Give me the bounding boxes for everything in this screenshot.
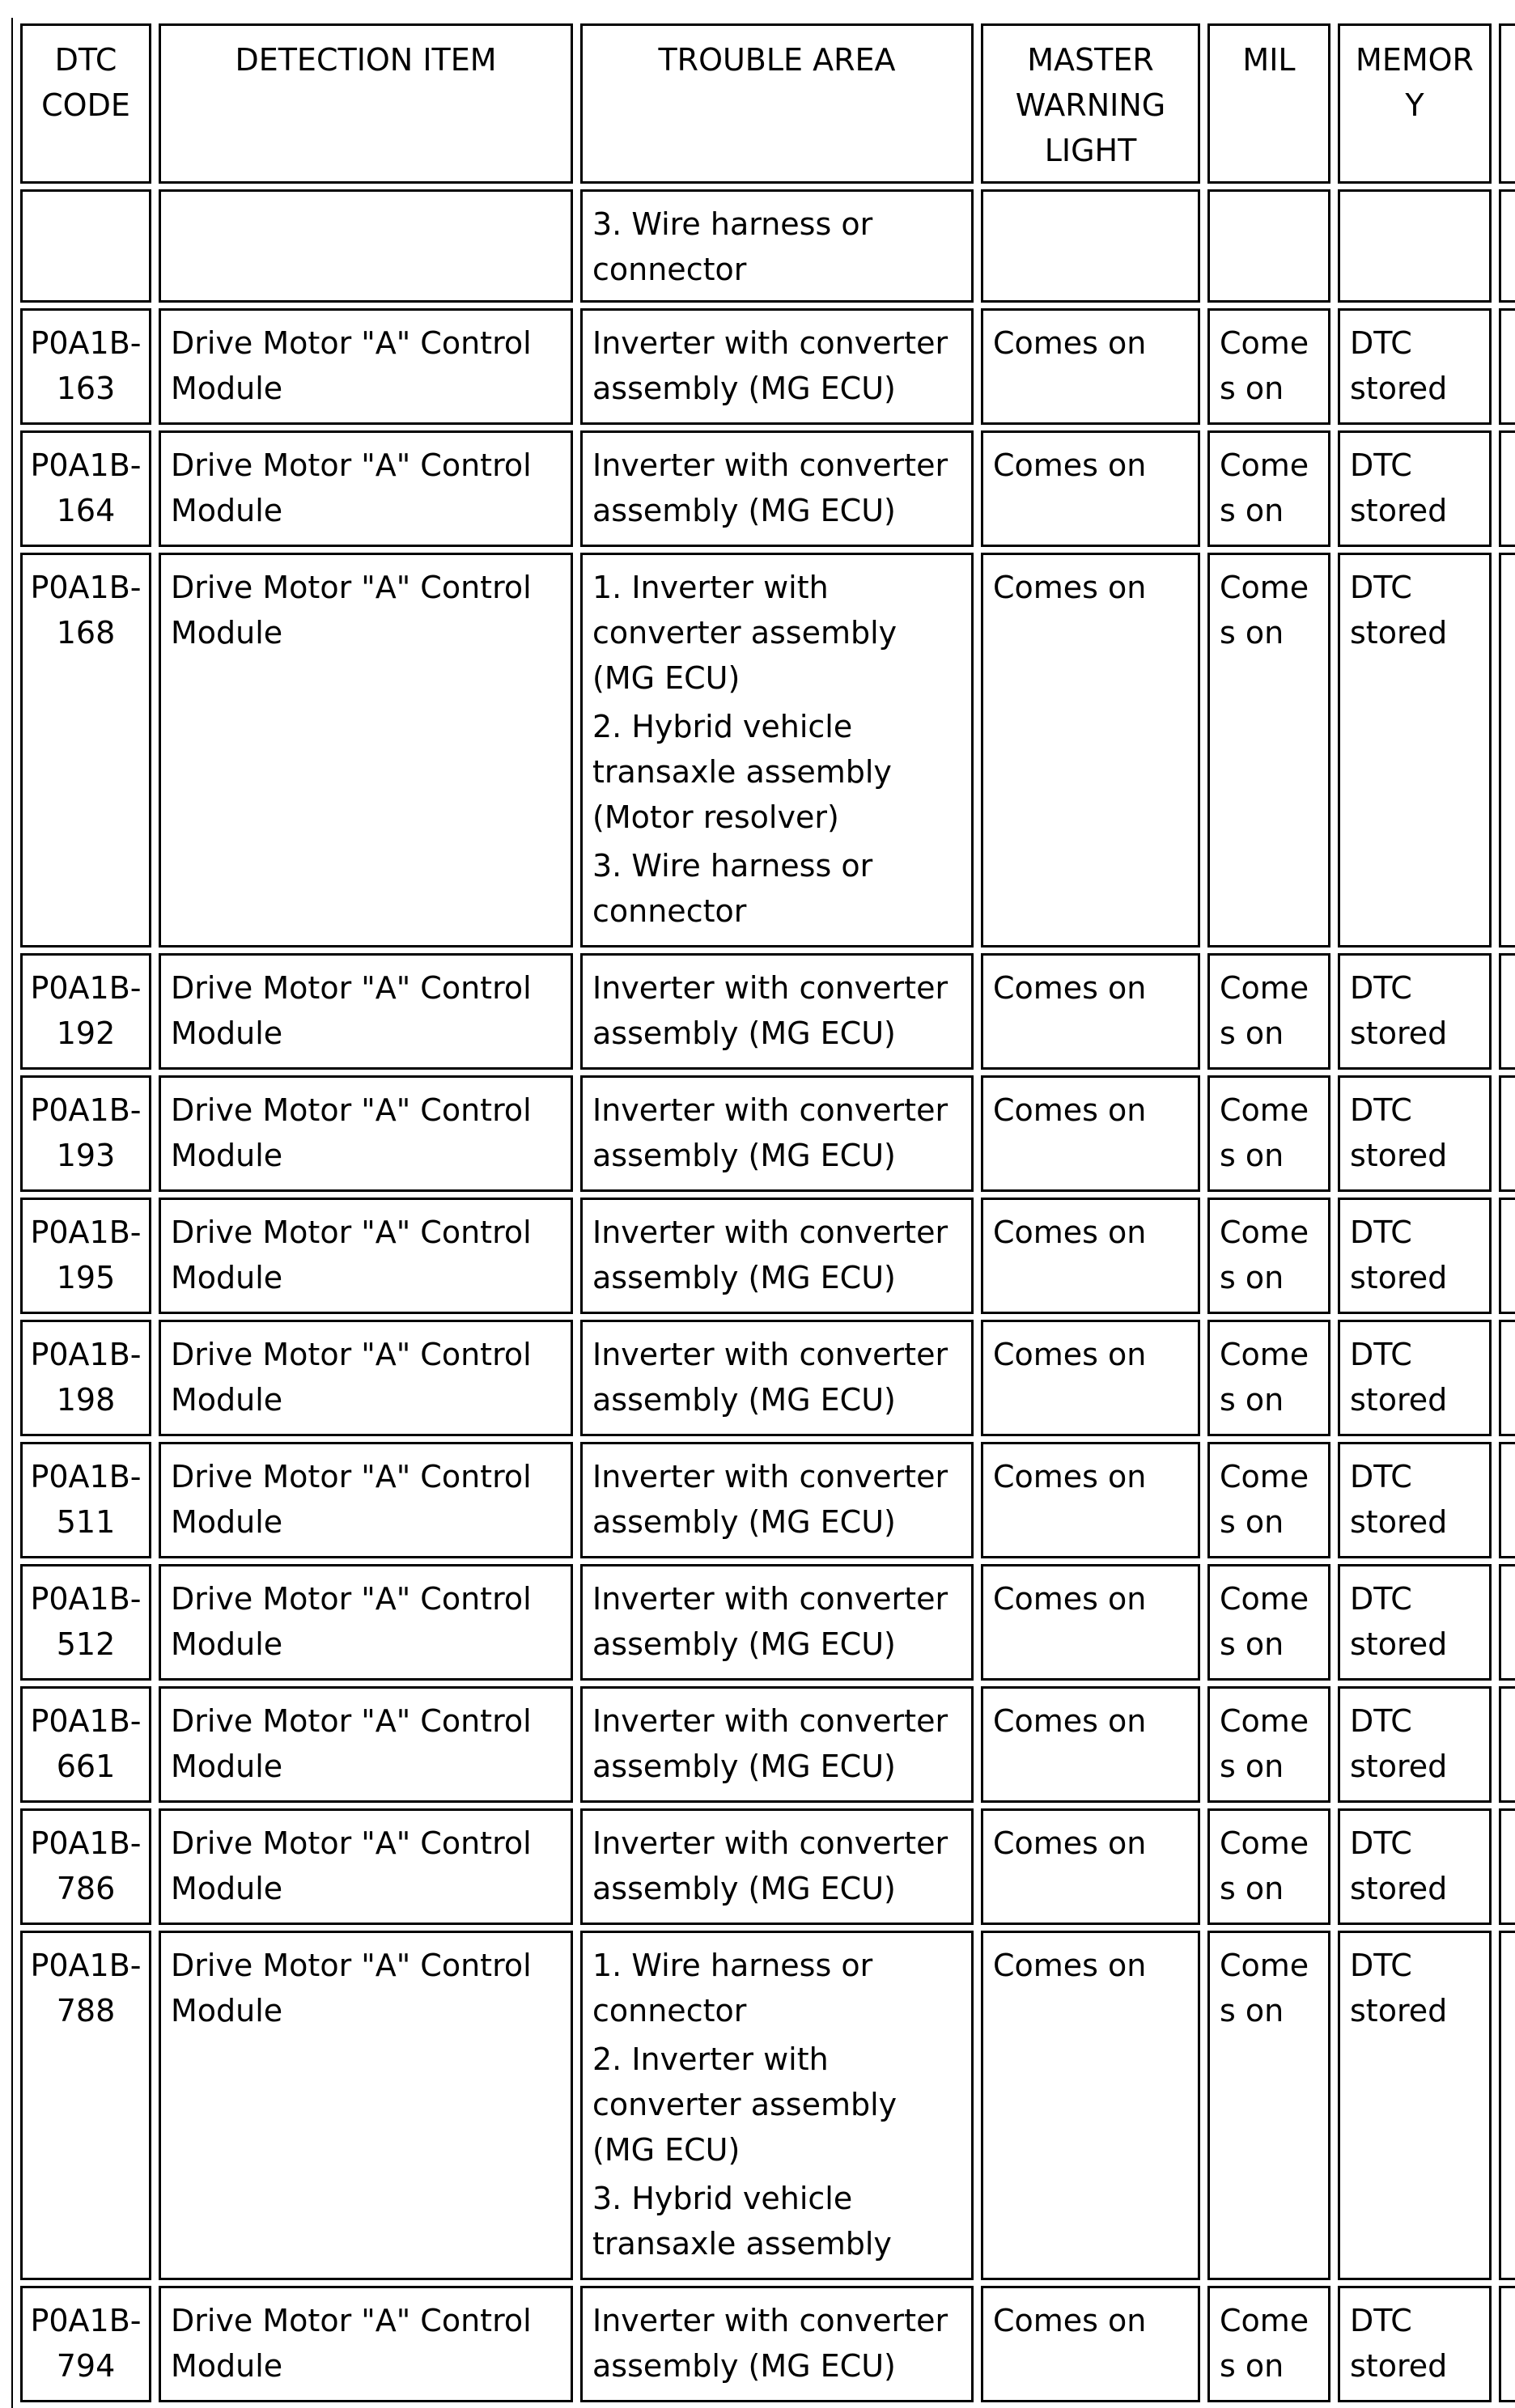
table-row	[20, 1808, 1515, 1925]
extra-cell	[1499, 1075, 1515, 1192]
dtc-code-cell	[20, 1320, 151, 1436]
detection-item-cell: Drive Motor "A" Control Module	[159, 1808, 573, 1925]
trouble-area-item: Inverter with converter assembly (MG ECU)	[592, 2303, 948, 2384]
detection-item-cell: Drive Motor "A" Control Module	[159, 1198, 573, 1314]
dtc-code-prefix: P0A1B-	[30, 1459, 142, 1494]
mil-cell: Comes on	[1207, 1931, 1330, 2280]
mil-cell: Comes on	[1207, 1442, 1330, 1558]
continuation-item-cell	[159, 189, 573, 303]
dtc-code-suffix: 163	[56, 371, 116, 406]
dtc-code-suffix: 192	[56, 1015, 116, 1051]
header-master-warning-light	[981, 23, 1200, 184]
master-warning-light-cell: Comes on	[981, 553, 1200, 948]
dtc-code-prefix: P0A1B-	[30, 1215, 142, 1250]
continuation-master-cell	[981, 189, 1200, 303]
dtc-table	[11, 18, 1515, 2408]
trouble-area-cell	[580, 1564, 974, 1681]
table-row	[20, 1931, 1515, 2280]
dtc-code-prefix: P0A1B-	[30, 325, 142, 361]
memory-cell: DTC stored	[1338, 1198, 1492, 1314]
dtc-code-cell	[20, 1808, 151, 1925]
table-row	[20, 1198, 1515, 1314]
header-memory: MEMORY	[1338, 23, 1492, 184]
dtc-code-prefix: P0A1B-	[30, 1825, 142, 1861]
detection-item-cell: Drive Motor "A" Control Module	[159, 953, 573, 1070]
detection-item-cell: Drive Motor "A" Control Module	[159, 1931, 573, 2280]
master-warning-light-cell: Comes on	[981, 430, 1200, 547]
mil-cell: Comes on	[1207, 430, 1330, 547]
trouble-area-item: Inverter with converter assembly (MG ECU)	[592, 970, 948, 1051]
memory-cell: DTC stored	[1338, 1075, 1492, 1192]
detection-item-cell: Drive Motor "A" Control Module	[159, 2286, 573, 2402]
memory-cell: DTC stored	[1338, 2286, 1492, 2402]
extra-cell	[1499, 2286, 1515, 2402]
continuation-mil-cell	[1207, 189, 1330, 303]
table-row	[20, 430, 1515, 547]
trouble-area-cell	[580, 1198, 974, 1314]
header-detection-item: DETECTION ITEM	[159, 23, 573, 184]
detection-item-cell: Drive Motor "A" Control Module	[159, 1686, 573, 1803]
dtc-code-cell	[20, 1564, 151, 1681]
extra-cell	[1499, 1564, 1515, 1681]
trouble-area-cell	[580, 553, 974, 948]
master-warning-light-cell: Comes on	[981, 1808, 1200, 1925]
trouble-area-item: 1. Inverter with converter assembly (MG ECU)	[592, 570, 898, 696]
dtc-code-prefix: P0A1B-	[30, 1703, 142, 1739]
table-row	[20, 1564, 1515, 1681]
trouble-area-item: Inverter with converter assembly (MG ECU)	[592, 1215, 948, 1295]
table-body	[20, 189, 1515, 2402]
trouble-area-cell	[580, 1808, 974, 1925]
dtc-code-prefix: P0A1B-	[30, 2303, 142, 2338]
trouble-area-cell	[580, 2286, 974, 2402]
extra-cell	[1499, 1686, 1515, 1803]
extra-cell	[1499, 953, 1515, 1070]
trouble-area-cell	[580, 1931, 974, 2280]
trouble-area-cell	[580, 953, 974, 1070]
trouble-area-cell	[580, 1442, 974, 1558]
memory-cell: DTC stored	[1338, 1564, 1492, 1681]
master-warning-light-cell: Comes on	[981, 1198, 1200, 1314]
continuation-memory-cell	[1338, 189, 1492, 303]
dtc-code-suffix: 786	[56, 1871, 116, 1906]
header-dtc-code	[20, 23, 151, 184]
master-warning-light-cell: Comes on	[981, 1442, 1200, 1558]
extra-cell	[1499, 308, 1515, 425]
table-row	[20, 1686, 1515, 1803]
memory-cell: DTC stored	[1338, 1320, 1492, 1436]
table-row	[20, 1442, 1515, 1558]
table-header	[20, 23, 1515, 184]
trouble-area-cell	[580, 1320, 974, 1436]
dtc-code-cell	[20, 1442, 151, 1558]
extra-cell	[1499, 1808, 1515, 1925]
mil-cell: Comes on	[1207, 1564, 1330, 1681]
table-row	[20, 553, 1515, 948]
master-warning-light-cell: Comes on	[981, 953, 1200, 1070]
dtc-code-cell	[20, 2286, 151, 2402]
header-dtc-code-line-2: CODE	[41, 87, 130, 123]
dtc-code-prefix: P0A1B-	[30, 970, 142, 1006]
dtc-code-suffix: 195	[56, 1260, 116, 1295]
memory-cell: DTC stored	[1338, 1808, 1492, 1925]
table-row	[20, 308, 1515, 425]
mil-cell: Comes on	[1207, 1808, 1330, 1925]
memory-cell: DTC stored	[1338, 308, 1492, 425]
trouble-area-item: 3. Hybrid vehicle transaxle assembly	[592, 2181, 892, 2262]
mil-cell: Comes on	[1207, 953, 1330, 1070]
trouble-area-cell	[580, 430, 974, 547]
dtc-code-cell	[20, 1198, 151, 1314]
dtc-code-suffix: 193	[56, 1138, 116, 1173]
trouble-area-item: Inverter with converter assembly (MG ECU)	[592, 1337, 948, 1418]
dtc-code-cell	[20, 1686, 151, 1803]
header-row	[20, 23, 1515, 184]
trouble-area-item: 2. Inverter with converter assembly (MG ECU)	[592, 2041, 898, 2168]
extra-cell	[1499, 1931, 1515, 2280]
table-row	[20, 1320, 1515, 1436]
dtc-code-suffix: 661	[56, 1749, 116, 1784]
header-master-line-1: MASTER	[1027, 42, 1154, 78]
header-trouble-area: TROUBLE AREA	[580, 23, 974, 184]
continuation-extra-cell	[1499, 189, 1515, 303]
extra-cell	[1499, 553, 1515, 948]
mil-cell: Comes on	[1207, 1686, 1330, 1803]
mil-cell: Comes on	[1207, 2286, 1330, 2402]
dtc-code-prefix: P0A1B-	[30, 1337, 142, 1372]
table-row	[20, 2286, 1515, 2402]
memory-cell: DTC stored	[1338, 553, 1492, 948]
extra-cell	[1499, 430, 1515, 547]
detection-item-cell: Drive Motor "A" Control Module	[159, 1320, 573, 1436]
trouble-area-cell	[580, 1075, 974, 1192]
detection-item-cell: Drive Motor "A" Control Module	[159, 1564, 573, 1681]
master-warning-light-cell: Comes on	[981, 1564, 1200, 1681]
dtc-code-suffix: 512	[56, 1626, 116, 1662]
dtc-code-suffix: 198	[56, 1382, 116, 1418]
dtc-code-suffix: 168	[56, 615, 116, 651]
master-warning-light-cell: Comes on	[981, 2286, 1200, 2402]
dtc-code-suffix: 164	[56, 493, 116, 528]
dtc-code-cell	[20, 430, 151, 547]
trouble-area-cell	[580, 308, 974, 425]
dtc-code-suffix: 788	[56, 1993, 116, 2029]
memory-cell: DTC stored	[1338, 953, 1492, 1070]
continuation-code-cell	[20, 189, 151, 303]
trouble-area-item: Inverter with converter assembly (MG ECU)	[592, 447, 948, 528]
dtc-code-cell	[20, 1931, 151, 2280]
header-dtc-code-line-1: DTC	[54, 42, 117, 78]
memory-cell: DTC stored	[1338, 1686, 1492, 1803]
detection-item-cell: Drive Motor "A" Control Module	[159, 308, 573, 425]
memory-cell: DTC stored	[1338, 1442, 1492, 1558]
master-warning-light-cell: Comes on	[981, 308, 1200, 425]
extra-cell	[1499, 1442, 1515, 1558]
memory-cell: DTC stored	[1338, 430, 1492, 547]
master-warning-light-cell: Comes on	[981, 1320, 1200, 1436]
trouble-area-item: Inverter with converter assembly (MG ECU)	[592, 1459, 948, 1540]
detection-item-cell: Drive Motor "A" Control Module	[159, 430, 573, 547]
dtc-code-cell	[20, 553, 151, 948]
dtc-code-prefix: P0A1B-	[30, 570, 142, 605]
trouble-area-item: Inverter with converter assembly (MG ECU)	[592, 325, 948, 406]
mil-cell: Comes on	[1207, 308, 1330, 425]
header-mil: MIL	[1207, 23, 1330, 184]
trouble-area-item: Inverter with converter assembly (MG ECU)	[592, 1092, 948, 1173]
extra-cell	[1499, 1320, 1515, 1436]
header-master-line-2: WARNING	[1015, 87, 1166, 123]
trouble-area-item: Inverter with converter assembly (MG ECU)	[592, 1825, 948, 1906]
mil-cell: Comes on	[1207, 1198, 1330, 1314]
master-warning-light-cell: Comes on	[981, 1931, 1200, 2280]
dtc-code-suffix: 794	[56, 2348, 116, 2384]
header-extra-column	[1499, 23, 1515, 184]
continuation-row	[20, 189, 1515, 303]
trouble-area-item: 1. Wire harness or connector	[592, 1948, 873, 2029]
table-row	[20, 1075, 1515, 1192]
dtc-code-prefix: P0A1B-	[30, 447, 142, 483]
mil-cell: Comes on	[1207, 553, 1330, 948]
trouble-area-item: 2. Hybrid vehicle transaxle assembly (Motor resolver)	[592, 709, 892, 835]
dtc-code-cell	[20, 953, 151, 1070]
dtc-code-suffix: 511	[56, 1504, 116, 1540]
trouble-area-item: 3. Wire harness or connector	[592, 848, 873, 929]
detection-item-cell: Drive Motor "A" Control Module	[159, 1075, 573, 1192]
trouble-area-item: Inverter with converter assembly (MG ECU)	[592, 1581, 948, 1662]
dtc-code-cell	[20, 308, 151, 425]
detection-item-cell: Drive Motor "A" Control Module	[159, 1442, 573, 1558]
continuation-trouble-area: 3. Wire harness or connector	[580, 189, 974, 303]
master-warning-light-cell: Comes on	[981, 1686, 1200, 1803]
dtc-code-cell	[20, 1075, 151, 1192]
table-row	[20, 953, 1515, 1070]
mil-cell: Comes on	[1207, 1320, 1330, 1436]
trouble-area-item: Inverter with converter assembly (MG ECU)	[592, 1703, 948, 1784]
trouble-area-cell	[580, 1686, 974, 1803]
master-warning-light-cell: Comes on	[981, 1075, 1200, 1192]
memory-cell: DTC stored	[1338, 1931, 1492, 2280]
header-master-line-3: LIGHT	[1044, 133, 1137, 168]
mil-cell: Comes on	[1207, 1075, 1330, 1192]
dtc-code-prefix: P0A1B-	[30, 1948, 142, 1983]
dtc-code-prefix: P0A1B-	[30, 1092, 142, 1128]
detection-item-cell: Drive Motor "A" Control Module	[159, 553, 573, 948]
dtc-code-prefix: P0A1B-	[30, 1581, 142, 1617]
extra-cell	[1499, 1198, 1515, 1314]
